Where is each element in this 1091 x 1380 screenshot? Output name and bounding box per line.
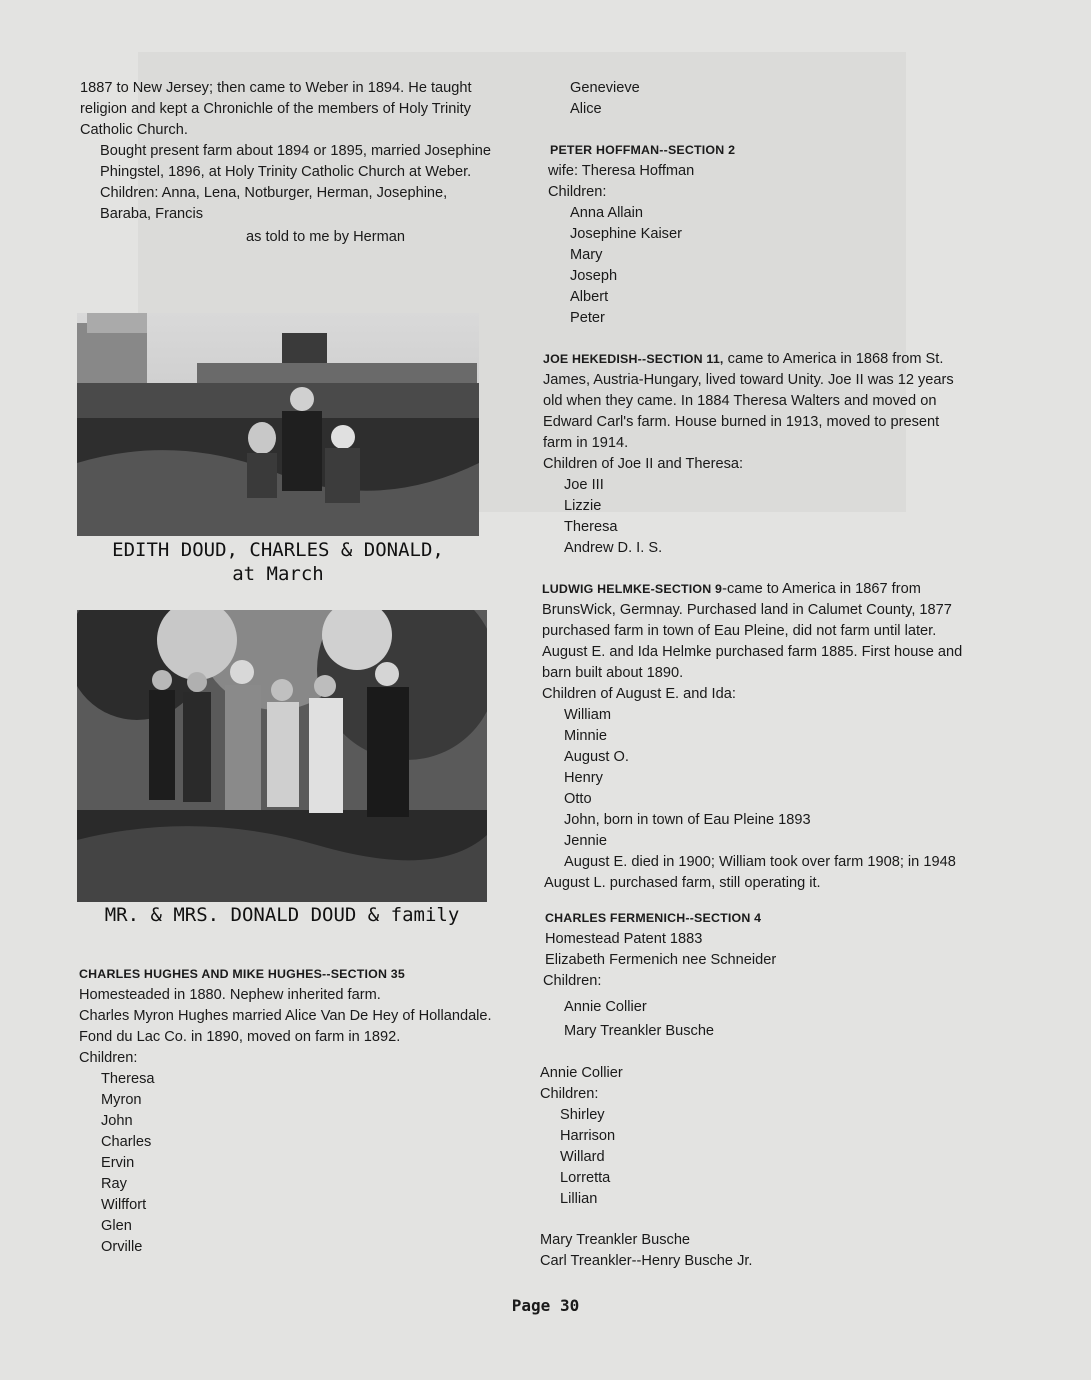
hughes-children-list: [79, 1069, 499, 1258]
helmke-end: August E. died in 1900; William took over farm 1908; in 1948 August L. purchased farm, still operating it.: [544, 854, 956, 891]
hoffman-heading: PETER HOFFMAN--SECTION 2: [550, 143, 736, 157]
list-item: Theresa: [564, 519, 618, 535]
hoffman-wife: wife: Theresa Hoffman: [548, 163, 695, 179]
list-item: Orville: [101, 1239, 143, 1255]
page-number: Page 30: [511, 1296, 580, 1315]
list-item: Mary Treankler Busche: [564, 1023, 715, 1039]
photo-doud-family: [77, 610, 487, 902]
fermenich-children-label: Children:: [543, 973, 602, 989]
hughes-p2: Charles Myron Hughes married Alice Van De Hey of Hollandale. Fond du Lac Co. in 1890, moved on farm in 1892.: [79, 1008, 492, 1045]
list-item: Lillian: [560, 1191, 598, 1207]
list-item: Willard: [560, 1149, 605, 1165]
helmke-children-list: [540, 705, 970, 852]
list-item: Josephine Kaiser: [570, 226, 682, 242]
hekedish-para: [540, 349, 970, 454]
photo-edith-charles-donald: [77, 313, 479, 536]
list-item: Henry: [564, 770, 603, 786]
list-item: Genevieve: [570, 80, 640, 96]
list-item: Lizzie: [564, 498, 602, 514]
para-1: 1887 to New Jersey; then came to Weber in 1894. He taught religion and kept a Chronichle of the members of Holy Trinity Catholic Church.: [80, 80, 472, 138]
caption-1-line-1: EDITH DOUD, CHARLES & DONALD,: [112, 539, 444, 561]
collier-name: Annie Collier: [540, 1065, 623, 1081]
photo-caption-2: MR. & MRS. DONALD DOUD & family: [104, 904, 460, 926]
hughes-children-label: Children:: [79, 1050, 138, 1066]
hughes-p1: Homesteaded in 1880. Nephew inherited farm.: [79, 987, 381, 1003]
list-item: Alice: [570, 101, 602, 117]
list-item: Andrew D. I. S.: [564, 540, 663, 556]
list-item: Shirley: [560, 1107, 605, 1123]
list-item: Annie Collier: [564, 999, 647, 1015]
list-item: Theresa: [101, 1071, 155, 1087]
fermenich-line-2: Elizabeth Fermenich nee Schneider: [545, 952, 777, 968]
list-item: Harrison: [560, 1128, 616, 1144]
list-item: William: [564, 707, 612, 723]
list-item: Glen: [101, 1218, 132, 1234]
collier-children-list: [540, 1105, 970, 1210]
list-item: Ervin: [101, 1155, 135, 1171]
list-item: John, born in town of Eau Pleine 1893: [564, 812, 811, 828]
hekedish-children-label: Children of Joe II and Theresa:: [543, 456, 744, 472]
told-by: as told to me by Herman: [246, 229, 405, 245]
list-item: Peter: [570, 310, 605, 326]
list-item: Otto: [564, 791, 592, 807]
list-item: John: [101, 1113, 133, 1129]
para-3: Children: Anna, Lena, Notburger, Herman, Josephine, Baraba, Francis: [100, 185, 448, 222]
fermenich-line-1: Homestead Patent 1883: [545, 931, 703, 947]
para-2: Bought present farm about 1894 or 1895, married Josephine Phingstel, 1896, at Holy Trinity Catholic Church at Weber.: [100, 143, 492, 180]
photo-caption-1: [77, 538, 479, 586]
list-item: Lorretta: [560, 1170, 611, 1186]
hekedish-heading: JOE HEKEDISH--SECTION 11,: [543, 352, 724, 366]
list-item: Anna Allain: [570, 205, 644, 221]
list-item: Jennie: [564, 833, 608, 849]
list-item: August O.: [564, 749, 629, 765]
helmke-text: -came to America in 1867 from BrunsWick, Germnay. Purchased land in Calumet County, 1877 purchased farm in town of Eau Pleine, did not farm until later. August E. and Ida Helmke purchased farm 1885. First house and barn built about 1890.: [542, 581, 963, 681]
hoffman-children-label: Children:: [548, 184, 607, 200]
helmke-children-label: Children of August E. and Ida:: [542, 686, 736, 702]
hoffman-children-list: [540, 203, 970, 329]
fermenich-heading: CHARLES FERMENICH--SECTION 4: [545, 911, 762, 925]
list-item: Mary: [570, 247, 603, 263]
list-item: Albert: [570, 289, 609, 305]
list-item: Charles: [101, 1134, 152, 1150]
hekedish-children-list: [540, 475, 970, 559]
list-item: Joseph: [570, 268, 618, 284]
right-column: [540, 78, 970, 1272]
left-intro: [80, 78, 500, 248]
list-item: Ray: [101, 1176, 127, 1192]
list-item: Joe III: [564, 477, 604, 493]
busche-line-2: Carl Treankler--Henry Busche Jr.: [540, 1253, 753, 1269]
hughes-section: [79, 964, 499, 1258]
helmke-para: [540, 579, 970, 684]
list-item: Minnie: [564, 728, 607, 744]
list-item: Wilffort: [101, 1197, 147, 1213]
list-item: Myron: [101, 1092, 142, 1108]
fermenich-children-list: [540, 995, 970, 1043]
hughes-heading: CHARLES HUGHES AND MIKE HUGHES--SECTION 35: [79, 967, 405, 981]
helmke-heading: LUDWIG HELMKE-SECTION 9: [542, 582, 723, 596]
busche-line-1: Mary Treankler Busche: [540, 1232, 691, 1248]
caption-1-line-2: at March: [232, 563, 324, 585]
hekedish-text: came to America in 1868 from St. James, Austria-Hungary, lived toward Unity. Joe II was 12 years old when they came. In 1884 Theresa Walters and moved on Edward Carl's farm. House burned in 1913, moved to present farm in 1914.: [543, 351, 954, 451]
top-names: [540, 78, 970, 120]
collier-children-label: Children:: [540, 1086, 599, 1102]
